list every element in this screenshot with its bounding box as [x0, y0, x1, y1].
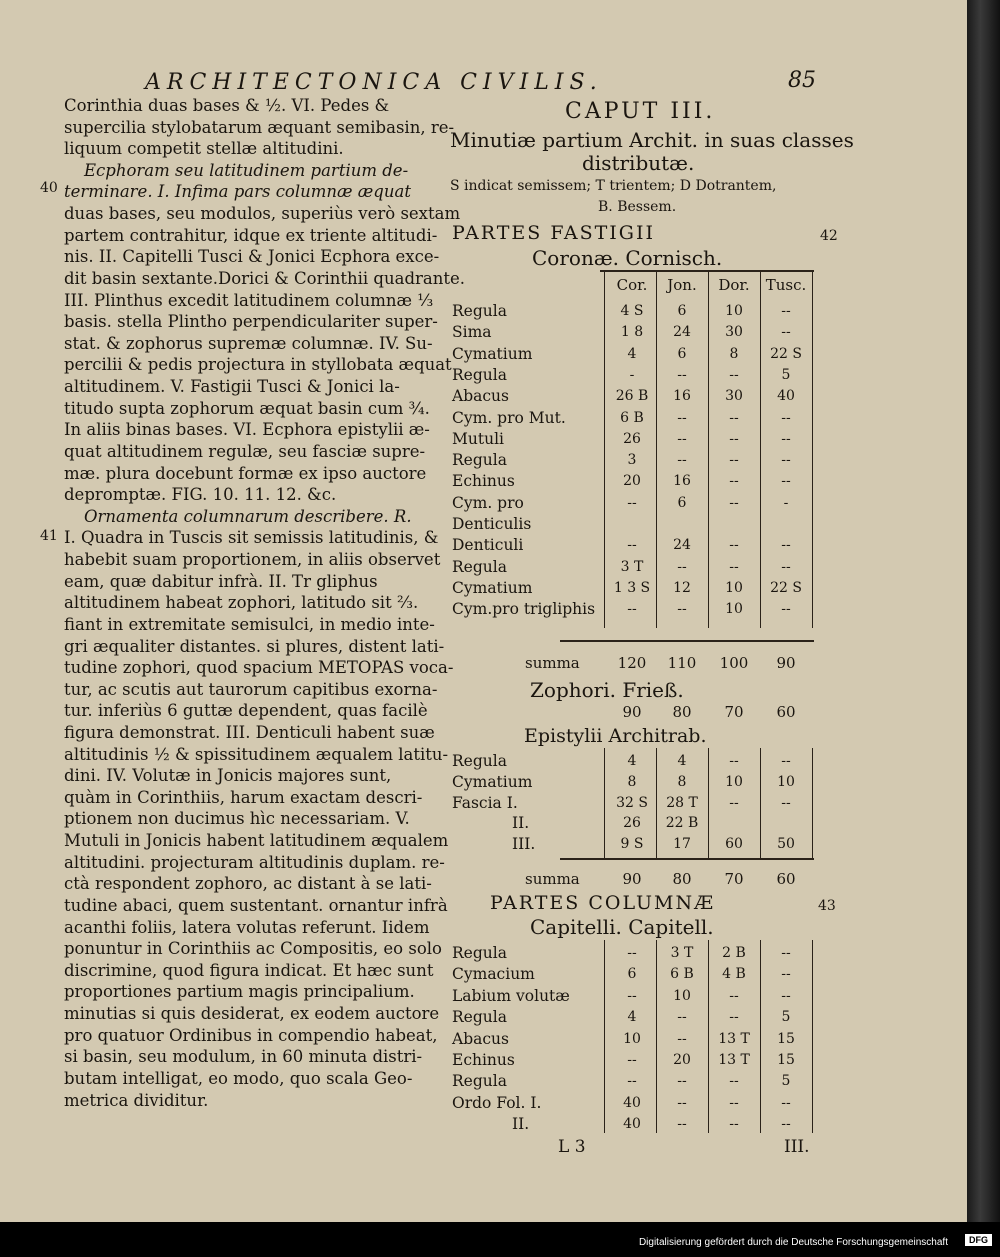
dfg-logo: DFG [965, 1234, 992, 1246]
chapter-title: Minutiæ partium Archit. in suas classes [450, 128, 854, 152]
table-cell: 10 [725, 773, 743, 790]
table-cell: - [783, 494, 789, 511]
row-label: Echinus [452, 472, 515, 491]
table-cell: 3 [627, 452, 637, 469]
row-label: II. [512, 1115, 530, 1134]
table-cell: 6 [677, 494, 687, 511]
text-line: metrica dividitur. [64, 1090, 209, 1110]
text-line: pro quatuor Ordinibus in compendio habeat, [64, 1025, 438, 1045]
table-cell: -- [781, 537, 791, 554]
table-cell: -- [781, 324, 791, 341]
row-label: Labium volutæ [452, 986, 570, 1005]
table-cell: 28 T [666, 794, 698, 811]
page-edge [967, 0, 1000, 1222]
table-cell: 2 B [722, 945, 746, 961]
table-cell: -- [677, 1030, 687, 1047]
table-cell: -- [729, 753, 739, 769]
row-label: Regula [452, 1008, 507, 1027]
table-cell: 60 [725, 836, 743, 853]
section-heading: PARTES COLUMNÆ [490, 892, 716, 914]
section-heading: PARTES FASTIGII [452, 222, 655, 244]
table-cell: 6 [677, 303, 687, 319]
row-label: Sima [452, 323, 492, 342]
column-rule [812, 748, 813, 858]
summa-value: 100 [719, 654, 749, 672]
table-cell: -- [781, 601, 791, 618]
summa-value: 80 [672, 703, 692, 721]
table-cell: 20 [623, 473, 641, 490]
table-cell: -- [781, 945, 791, 961]
subsection-heading: Zophori. Frieß. [530, 678, 684, 702]
table-cell: 6 B [620, 409, 644, 426]
table-cell: 16 [673, 473, 691, 490]
row-label: Ordo Fol. I. [452, 1093, 542, 1112]
text-line: eam, quæ dabitur infrà. II. Tr gliphus [64, 571, 378, 591]
text-line: In aliis binas bases. VI. Ecphora epistylii æ- [64, 420, 430, 440]
row-label: Cymatium [452, 344, 533, 363]
row-label: Regula [452, 365, 507, 384]
table-cell: -- [627, 945, 637, 961]
table-cell: 12 [673, 579, 691, 596]
table-cell: -- [729, 987, 739, 1004]
text-line: altitudini. projecturam altitudinis duplam. re- [64, 852, 445, 872]
text-line: basis. stella Plintho perpendiculariter super- [64, 312, 438, 332]
table-cell: 24 [673, 537, 691, 554]
row-label: Mutuli [452, 429, 504, 448]
table-cell: 26 B [615, 388, 649, 405]
table-cell: 13 T [718, 1052, 750, 1068]
text-line: proportiones partium magis principalium. [64, 982, 415, 1002]
text-line: gri æqualiter distantes. si plures, distent lati- [64, 636, 445, 656]
table-cell: -- [781, 987, 791, 1004]
text-line: quàm in Corinthiis, harum exactam descri- [64, 787, 423, 807]
table-cell: -- [729, 1116, 739, 1133]
row-label: Abacus [452, 1029, 509, 1048]
table-cell: 4 [627, 753, 637, 769]
table-cell: 10 [777, 773, 795, 790]
table-cell: -- [781, 794, 791, 811]
table-cell: -- [677, 1094, 687, 1111]
summa-value: 120 [617, 654, 647, 672]
table-cell: 50 [777, 836, 795, 853]
text-line: nis. II. Capitelli Tusci & Jonici Ecphora exce- [64, 247, 440, 267]
text-line: ctà respondent zophoro, ac distant à se lati- [64, 874, 432, 894]
table-cell: 5 [781, 1073, 791, 1090]
text-line: habebit suam proportionem, in aliis observet [64, 550, 441, 570]
text-line: percilii & pedis projectura in styllobata æquat [64, 355, 452, 375]
table-cell: -- [677, 452, 687, 469]
table-cell: -- [781, 1116, 791, 1133]
summa-label: summa [525, 654, 580, 672]
text-line: Ornamenta columnarum describere. R. [84, 506, 412, 526]
table-cell: 16 [673, 388, 691, 405]
table-cell: 6 [677, 345, 687, 362]
table-cell: -- [627, 1052, 637, 1068]
table-cell: -- [729, 366, 739, 383]
table-cell: 15 [777, 1030, 795, 1047]
summa-label: summa [525, 870, 580, 888]
column-rule [604, 748, 605, 858]
column-rule [656, 940, 657, 1133]
table-cell: 30 [725, 388, 743, 405]
text-line: butam intelligat, eo modo, quo scala Geo- [64, 1068, 413, 1088]
table-cell: 5 [781, 366, 791, 383]
table-cell: -- [729, 1073, 739, 1090]
text-line: ponuntur in Corinthiis ac Compositis, eo solo [64, 939, 442, 959]
subsection-heading: Capitelli. Capitell. [530, 915, 714, 939]
table-cell: -- [729, 1094, 739, 1111]
text-line: liquum competit stellæ altitudini. [64, 139, 344, 159]
table-cell: -- [729, 558, 739, 575]
column-rule [604, 940, 605, 1133]
table-cell: -- [677, 558, 687, 575]
table-cell: -- [781, 452, 791, 469]
legend-text: S indicat semissem; T trientem; D Dotrantem, [450, 178, 777, 194]
table-cell: -- [677, 1073, 687, 1090]
table-cell: -- [627, 601, 637, 618]
table-cell: 26 [623, 430, 641, 447]
row-label: Abacus [452, 387, 509, 406]
text-line: minutias si quis desiderat, ex eodem auctore [64, 1004, 440, 1024]
summa-value: 70 [724, 703, 744, 721]
text-line: depromptæ. FIG. 10. 11. 12. &c. [64, 485, 337, 505]
column-header: Tusc. [765, 276, 807, 294]
column-rule [812, 272, 813, 628]
table-cell: -- [677, 1009, 687, 1026]
text-line: dit basin sextante.Dorici & Corinthii quadrante. [64, 268, 466, 288]
column-rule [604, 272, 605, 628]
table-cell: -- [729, 1009, 739, 1026]
subsection-heading: Epistylii Architrab. [524, 725, 707, 747]
text-line: partem contrahitur, idque ex triente altitudi- [64, 225, 438, 245]
horizontal-rule [600, 270, 814, 272]
table-cell: 32 S [616, 794, 648, 811]
table-cell: 9 S [620, 836, 644, 853]
text-line: supercilia stylobatarum æquant semibasin, re- [64, 117, 455, 137]
table-cell: -- [627, 494, 637, 511]
column-header: Jon. [667, 276, 697, 294]
table-cell: 6 B [670, 966, 694, 983]
table-cell: - [629, 366, 635, 383]
table-cell: -- [729, 794, 739, 811]
text-line: tudine abaci, quem sustentant. ornantur infrà [64, 895, 448, 915]
row-label: Fascia I. [452, 793, 518, 812]
table-cell: -- [729, 430, 739, 447]
margin-number: 43 [818, 898, 836, 914]
row-label: Cymatium [452, 772, 533, 791]
summa-value: 90 [776, 654, 796, 672]
table-cell: -- [729, 473, 739, 490]
table-cell: -- [729, 409, 739, 426]
column-rule [760, 940, 761, 1133]
row-label: Echinus [452, 1051, 515, 1069]
table-cell: -- [781, 473, 791, 490]
table-cell: -- [627, 537, 637, 554]
column-rule [708, 272, 709, 628]
footer-text: Digitalisierung gefördert durch die Deutsche Forschungsgemeinschaft [638, 1237, 948, 1248]
row-label: II. [512, 814, 530, 833]
row-label: Regula [452, 302, 507, 320]
table-cell: -- [781, 303, 791, 319]
row-label: Denticulis [452, 515, 532, 533]
text-line: terminare. I. Infima pars columnæ æquat [64, 182, 411, 202]
row-label: Regula [452, 752, 507, 770]
row-label: Denticuli [452, 536, 524, 555]
summa-value: 90 [622, 703, 642, 721]
table-cell: 3 T [670, 945, 694, 961]
row-label: Cym. pro Mut. [452, 408, 566, 427]
text-line: stat. & zophorus supremæ columnæ. IV. Su- [64, 333, 433, 353]
text-line: dini. IV. Volutæ in Jonicis majores sunt, [64, 766, 392, 786]
table-cell: 8 [627, 773, 637, 790]
table-cell: 15 [777, 1052, 795, 1068]
table-cell: 22 B [665, 815, 699, 832]
margin-number: 42 [820, 228, 838, 244]
table-cell: 40 [623, 1094, 641, 1111]
column-rule [760, 748, 761, 858]
table-cell: -- [677, 409, 687, 426]
text-line: duas bases, seu modulos, superiùs verò sextam [64, 204, 461, 224]
legend-text-cont: B. Bessem. [598, 199, 677, 215]
margin-number: 40 [40, 180, 58, 196]
catchword: III. [784, 1137, 810, 1157]
row-label: Regula [452, 557, 507, 576]
chapter-heading: CAPUT III. [565, 99, 716, 124]
column-rule [760, 272, 761, 628]
text-line: altitudinem habeat zophori, latitudo sit ⅔. [64, 593, 419, 613]
text-line: figura demonstrat. III. Denticuli habent suæ [64, 722, 435, 742]
table-cell: 4 [627, 345, 637, 362]
table-cell: 4 B [722, 966, 746, 983]
table-cell: 17 [673, 836, 691, 853]
table-cell: -- [781, 558, 791, 575]
text-line: altitudinem. V. Fastigii Tusci & Jonici la- [64, 377, 400, 397]
table-cell: 4 [627, 1009, 637, 1026]
text-line: Mutuli in Jonicis habent latitudinem æqualem [64, 831, 449, 851]
margin-number: 41 [40, 528, 58, 544]
table-cell: -- [677, 366, 687, 383]
table-cell: 8 [677, 773, 687, 790]
table-cell: 10 [725, 601, 743, 618]
table-cell: 26 [623, 815, 641, 832]
table-cell: 10 [623, 1030, 641, 1047]
table-cell: 10 [725, 303, 743, 319]
text-line: discrimine, quod figura indicat. Et hæc sunt [64, 960, 434, 980]
text-line: titudo supta zophorum æquat basin cum ¾. [64, 398, 430, 418]
table-cell: -- [781, 966, 791, 983]
table-cell: 13 T [718, 1030, 750, 1047]
column-rule [656, 272, 657, 628]
table-cell: -- [677, 430, 687, 447]
row-label: Cymacium [452, 965, 535, 984]
table-cell: -- [677, 1116, 687, 1133]
summa-value: 60 [776, 703, 796, 721]
table-cell: 10 [673, 987, 691, 1004]
table-cell: -- [729, 494, 739, 511]
table-cell: -- [781, 409, 791, 426]
table-cell: -- [677, 601, 687, 618]
table-cell: -- [781, 753, 791, 769]
table-cell: 22 S [770, 579, 802, 596]
summa-value: 90 [622, 870, 642, 888]
row-label: Cym. pro [452, 493, 524, 512]
table-cell: 40 [623, 1116, 641, 1133]
text-line: tudine zophori, quod spacium METOPAS voca- [64, 658, 454, 678]
column-header: Dor. [718, 276, 750, 294]
row-label: Regula [452, 944, 507, 962]
text-line: quat altitudinem regulæ, seu fasciæ supre- [64, 441, 426, 461]
column-header: Cor. [616, 276, 648, 294]
footer-bar [0, 1222, 1000, 1257]
table-cell: 6 [627, 966, 637, 983]
text-line: Ecphoram seu latitudinem partium de- [84, 160, 409, 180]
column-rule [656, 748, 657, 858]
summa-value: 60 [776, 870, 796, 888]
page-number: 85 [788, 68, 816, 93]
table-cell: 10 [725, 579, 743, 596]
table-cell: 1 8 [620, 324, 644, 341]
text-line: fiant in extremitate semisulci, in medio inte- [64, 614, 435, 634]
row-label: Regula [452, 451, 507, 470]
table-cell: 3 T [620, 558, 644, 575]
table-cell: 4 [677, 753, 687, 769]
table-cell: -- [627, 987, 637, 1004]
row-label: III. [512, 835, 536, 854]
text-line: tur, ac scutis aut taurorum capitibus exorna- [64, 679, 438, 699]
horizontal-rule [560, 640, 814, 642]
table-cell: -- [781, 1094, 791, 1111]
table-cell: 24 [673, 324, 691, 341]
table-cell: -- [627, 1073, 637, 1090]
subsection-heading: Coronæ. Cornisch. [532, 246, 723, 270]
row-label: Cym.pro trigliphis [452, 600, 596, 619]
text-line: ptionem non ducimus hìc necessariam. V. [64, 809, 410, 829]
table-cell: 8 [729, 345, 739, 362]
table-cell: 22 S [770, 345, 802, 362]
text-line: si basin, seu modulum, in 60 minuta distri- [64, 1047, 423, 1067]
text-line: Corinthia duas bases & ½. VI. Pedes & [64, 96, 390, 115]
row-label: Cymatium [452, 578, 533, 597]
table-cell: 4 S [620, 303, 644, 319]
summa-value: 110 [667, 654, 697, 672]
row-label: Regula [452, 1072, 507, 1091]
text-line: tur. inferiùs 6 guttæ dependent, quas facilè [64, 701, 428, 721]
summa-value: 70 [724, 870, 744, 888]
table-cell: -- [729, 537, 739, 554]
table-cell: -- [729, 452, 739, 469]
text-line: III. Plinthus excedit latitudinem columnæ ⅓ [64, 290, 434, 310]
table-cell: 20 [673, 1052, 691, 1068]
text-line: mæ. plura docebunt formæ ex ipso auctore [64, 463, 427, 483]
table-cell: 40 [777, 388, 795, 405]
text-line: altitudinis ½ & spissitudinem æqualem latitu- [64, 744, 449, 764]
column-rule [708, 940, 709, 1133]
table-cell: 30 [725, 324, 743, 341]
column-rule [708, 748, 709, 858]
signature-mark: L 3 [558, 1137, 586, 1157]
column-rule [812, 940, 813, 1133]
text-line: acanthi foliis, latera volutas referunt. Iidem [64, 917, 430, 937]
running-title: ARCHITECTONICA CIVILIS. [145, 70, 603, 95]
text-line: I. Quadra in Tuscis sit semissis latitudinis, & [64, 528, 439, 548]
table-cell: 1 3 S [613, 579, 651, 596]
table-cell: -- [781, 430, 791, 447]
summa-value: 80 [672, 870, 692, 888]
chapter-title-cont: distributæ. [582, 151, 695, 175]
horizontal-rule [560, 858, 814, 860]
table-cell: 5 [781, 1009, 791, 1026]
